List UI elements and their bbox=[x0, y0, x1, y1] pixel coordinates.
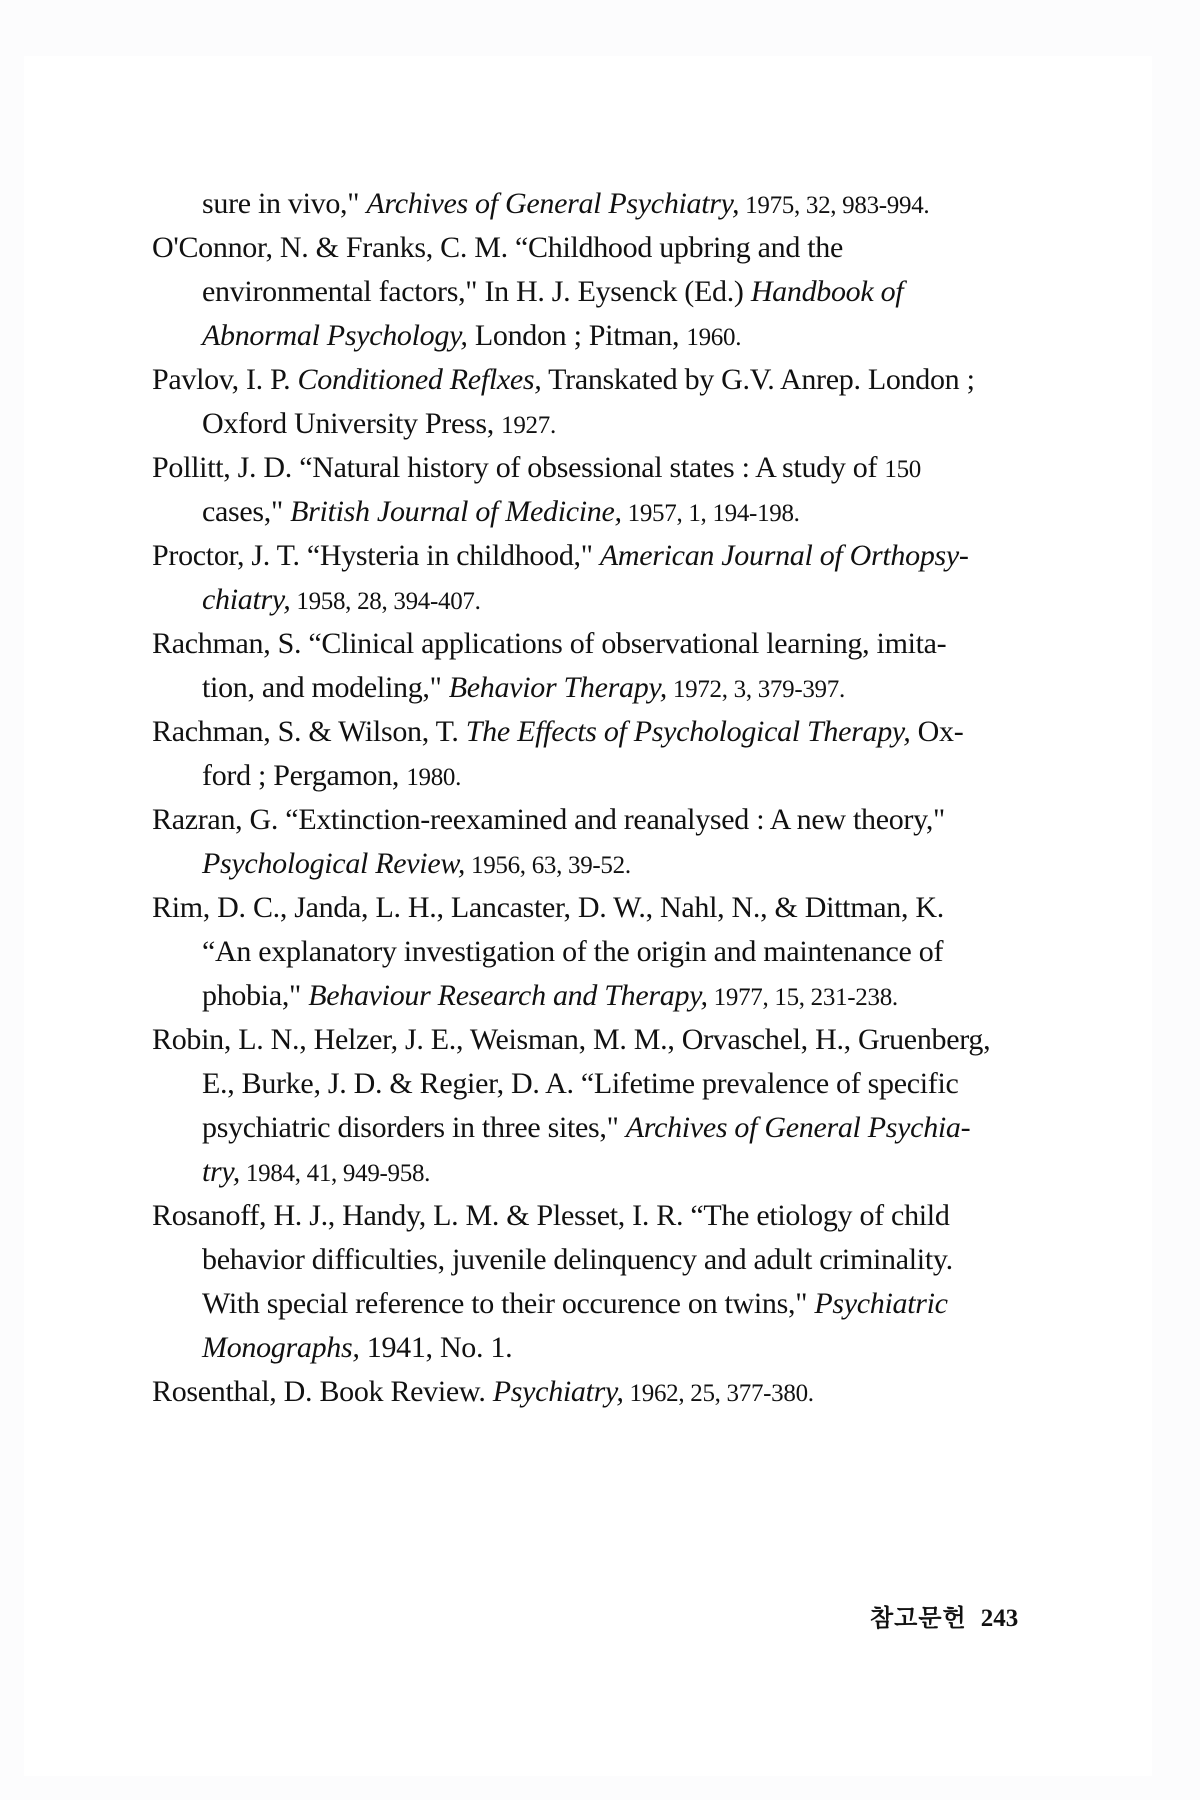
ref-book-title: Abnormal Psychology, bbox=[202, 319, 468, 352]
reference-line bbox=[202, 978, 898, 1016]
ref-journal: British Journal of Medicine, bbox=[290, 495, 622, 528]
page-number: 243 bbox=[980, 1605, 1019, 1632]
reference-line bbox=[202, 1154, 430, 1192]
reference-entry-rim bbox=[152, 890, 944, 926]
ref-text: phobia," bbox=[202, 979, 309, 1012]
page-footer bbox=[870, 1598, 1018, 1633]
ref-citation: 1984, 41, 949-958. bbox=[239, 1160, 431, 1187]
reference-entry-razran bbox=[152, 802, 945, 838]
reference-line bbox=[202, 934, 943, 970]
ref-text: ford ; Pergamon, bbox=[202, 759, 407, 792]
ref-journal: chiatry, bbox=[202, 583, 291, 616]
ref-citation: 1941, No. 1. bbox=[359, 1331, 513, 1364]
ref-year: 1927. bbox=[501, 412, 556, 439]
ref-citation: 1977, 15, 231-238. bbox=[707, 984, 898, 1011]
reference-line bbox=[202, 758, 461, 796]
ref-journal: Archives of General Psychia- bbox=[625, 1111, 971, 1144]
ref-text: Pollitt, J. D. “Natural history of obsessional states : A study of bbox=[152, 451, 885, 484]
ref-author: Pavlov, I. P. bbox=[152, 363, 298, 396]
ref-journal: Archives of General Psychiatry, bbox=[366, 187, 740, 220]
ref-text: Rosanoff, H. J., Handy, L. M. & Plesset, I. R. “The etiology of child bbox=[152, 1199, 950, 1232]
ref-journal: Psychological Review, bbox=[202, 847, 466, 880]
ref-text: psychiatric disorders in three sites," bbox=[202, 1111, 626, 1144]
reference-line bbox=[202, 406, 556, 444]
ref-text: Rachman, S. “Clinical applications of observational learning, imita- bbox=[152, 627, 947, 660]
ref-text: London ; Pitman, bbox=[467, 319, 687, 352]
ref-journal: Behaviour Research and Therapy, bbox=[308, 979, 708, 1012]
reference-line bbox=[202, 494, 800, 532]
ref-citation: 1958, 28, 394-407. bbox=[290, 588, 481, 615]
reference-line bbox=[202, 186, 929, 224]
ref-text: sure in vivo," bbox=[202, 187, 367, 220]
ref-number: 150 bbox=[884, 456, 921, 483]
reference-line bbox=[202, 1110, 970, 1146]
ref-citation: 1957, 1, 194-198. bbox=[621, 500, 800, 527]
ref-text: Ox- bbox=[910, 715, 964, 748]
ref-text: “An explanatory investigation of the origin and maintenance of bbox=[202, 935, 944, 968]
ref-text: Rosenthal, D. Book Review. bbox=[152, 1375, 493, 1408]
ref-text: With special reference to their occurence on twins," bbox=[202, 1287, 815, 1320]
ref-journal: Psychiatric bbox=[814, 1287, 948, 1320]
ref-author: Rim, D. C., Janda, L. H., Lancaster, D. W., Nahl, N., & Dittman, K. bbox=[152, 891, 944, 924]
ref-text: tion, and modeling," bbox=[202, 671, 449, 704]
ref-citation: 1956, 63, 39-52. bbox=[465, 852, 631, 879]
reference-line bbox=[202, 1286, 948, 1322]
ref-year: 1980. bbox=[406, 764, 462, 791]
ref-text: behavior difficulties, juvenile delinquency and adult criminality. bbox=[202, 1243, 953, 1276]
ref-text: environmental factors," In H. J. Eysenck (Ed.) bbox=[202, 275, 751, 308]
reference-entry-pollitt bbox=[152, 450, 921, 488]
ref-journal: Psychiatry, bbox=[492, 1375, 624, 1408]
ref-journal: Behavior Therapy, bbox=[448, 671, 667, 704]
reference-line bbox=[202, 582, 481, 620]
reference-entry-proctor bbox=[152, 538, 969, 574]
reference-line bbox=[202, 1242, 953, 1278]
reference-line bbox=[202, 1330, 512, 1366]
ref-book-title: The Effects of Psychological Therapy, bbox=[465, 715, 911, 748]
reference-entry-rachman-wilson bbox=[152, 714, 963, 750]
ref-text: Transkated by G.V. Anrep. London ; bbox=[541, 363, 975, 396]
ref-text: O'Connor, N. & Franks, C. M. “Childhood upbring and the bbox=[152, 231, 844, 264]
ref-citation: 1975, 32, 983-994. bbox=[739, 192, 930, 219]
ref-citation: 1972, 3, 379-397. bbox=[666, 676, 845, 703]
ref-text: Oxford University Press, bbox=[202, 407, 502, 440]
ref-journal: Monographs, bbox=[202, 1331, 360, 1364]
ref-year: 1960. bbox=[686, 324, 742, 351]
reference-entry-rosenthal bbox=[152, 1374, 814, 1412]
reference-line bbox=[202, 846, 631, 884]
ref-text: Razran, G. “Extinction-reexamined and reanalysed : A new theory," bbox=[152, 803, 946, 836]
ref-text: Proctor, J. T. “Hysteria in childhood," bbox=[152, 539, 600, 572]
ref-author: Robin, L. N., Helzer, J. E., Weisman, M. M., Orvaschel, H., Gruenberg, bbox=[152, 1023, 991, 1056]
ref-journal: American Journal of Orthopsy- bbox=[599, 539, 969, 572]
reference-line bbox=[202, 1066, 959, 1102]
running-footer-title: 참고문헌 bbox=[870, 1604, 967, 1632]
ref-text: cases," bbox=[202, 495, 291, 528]
ref-book-title: Conditioned Reflxes, bbox=[297, 363, 542, 396]
reference-line bbox=[202, 318, 741, 356]
ref-text: E., Burke, J. D. & Regier, D. A. “Lifetime prevalence of specific bbox=[202, 1067, 959, 1100]
reference-entry-pavlov bbox=[152, 362, 975, 398]
reference-entry-robin bbox=[152, 1022, 990, 1058]
ref-citation: 1962, 25, 377-380. bbox=[623, 1380, 814, 1407]
ref-author: Rachman, S. & Wilson, T. bbox=[152, 715, 466, 748]
reference-entry-oconnor bbox=[152, 230, 1044, 266]
ref-book-title: Handbook of bbox=[750, 275, 904, 308]
ref-journal: try, bbox=[202, 1155, 240, 1188]
reference-line bbox=[202, 670, 845, 708]
reference-entry-rachman-1972 bbox=[152, 626, 946, 662]
reference-line bbox=[202, 274, 903, 310]
reference-entry-rosanoff bbox=[152, 1198, 950, 1234]
